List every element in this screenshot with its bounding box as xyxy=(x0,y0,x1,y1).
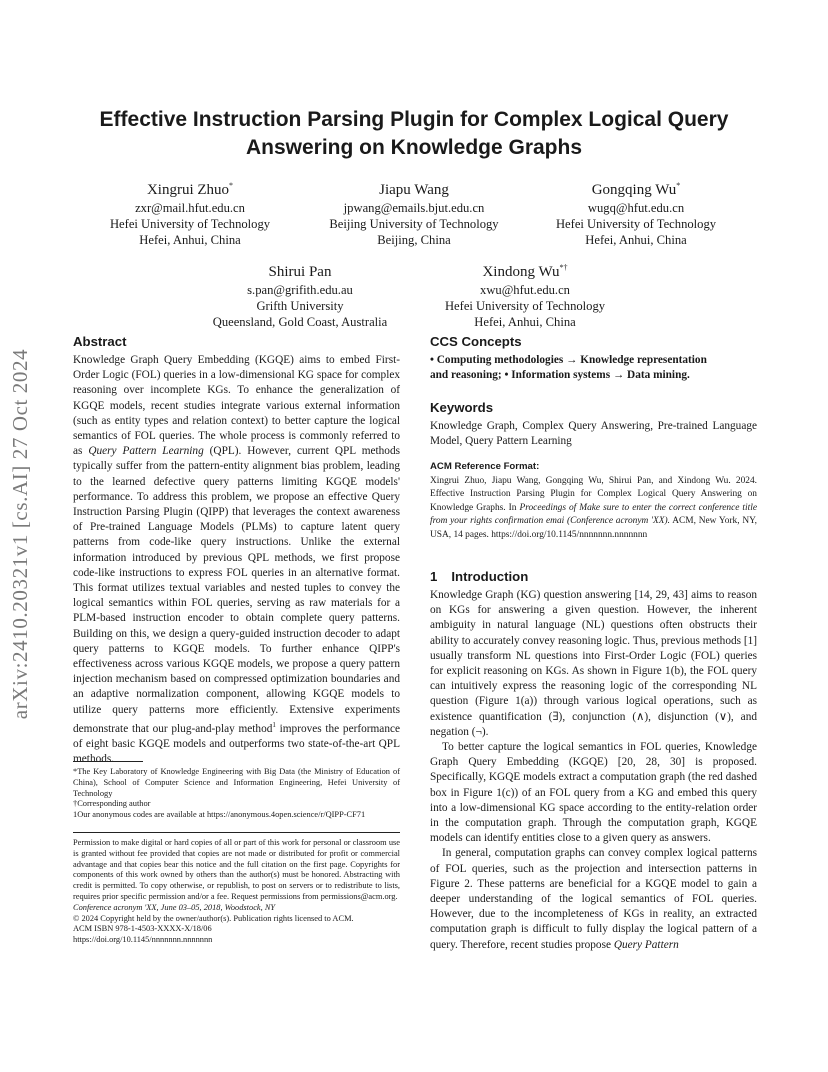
permission-text: Permission to make digital or hard copies of all or part of this work for personal or classroom use is granted without fee provided that copies are not made or distributed for profit or commercial advantage and that copies bear this notice and the full citation on the first page. Copyrights for components of this work owned by others than the author(s) must be honored. Abstracting with credit is permitted. To copy otherwise, or republish, to post on servers or to redistribute to lists, requires prior specific permission and/or a fee. Request permissions from permissions@acm.org. xyxy=(73,838,400,901)
author-name: Xindong Wu*† xyxy=(482,263,568,280)
permission-block xyxy=(73,838,400,946)
author-block xyxy=(540,176,732,248)
footnote: 1Our anonymous codes are available at https://anonymous.4open.science/r/QIPP-CF71 xyxy=(73,810,366,820)
author-block xyxy=(319,176,509,248)
footnotes xyxy=(73,767,400,821)
abstract-section xyxy=(73,333,400,767)
author-name: Jiapu Wang xyxy=(379,182,449,198)
acm-reference-heading: ACM Reference Format: xyxy=(430,461,540,472)
copyright-line: © 2024 Copyright held by the owner/author(s). Publication rights licensed to ACM. xyxy=(73,913,354,923)
paragraph: Knowledge Graph (KG) question answering [14, 29, 43] aims to reason on KGs for answering a given question. However, the inherent ambiguity in natural language (NL) questions often obstructs their ability to accurately convey reasoning logic. Thus, previous methods [1] usually transform NL questions into First-Order Logic (FOL) queries for explicit reasoning on KGs. As shown in Figure 1(b), the FOL query can intuitively express the reasoning logic of the corresponding NL question (Figure 1(a)) through various logical operations, such as existence quantification (∃), conjunction (∧), disjunction (∨), and negation (¬). xyxy=(430,589,758,738)
paper-title: Effective Instruction Parsing Plugin for Complex Logical Query Answering on Knowledge Graphs xyxy=(99,108,729,159)
footnote: *The Key Laboratory of Knowledge Engineering with Big Data (the Ministry of Education of China), School of Computer Science and Information Engineering, Hefei University of Technology xyxy=(73,767,400,798)
author-affiliation: Grifth University xyxy=(256,299,344,313)
arxiv-stamp: arXiv:2410.20321v1 [cs.AI] 27 Oct 2024 xyxy=(8,348,32,720)
author-location: Hefei, Anhui, China xyxy=(585,233,687,247)
author-affiliation: Hefei University of Technology xyxy=(109,217,271,231)
paragraph: To better capture the logical semantics in FOL queries, Knowledge Graph Query Embedding (KGQE) [20, 28, 30] is proposed. Specifically, KGQE models extract a computation graph (the red dashed box in Figure 1(c)) of an FOL query from a KG and embed this query into a low-dimensional KG space according to the entity-relation order in the computation graph. Through the computation graph, KGQE models can identify entities close to a given query as answers. xyxy=(430,741,757,845)
author-email: jpwang@emails.bjut.edu.cn xyxy=(343,201,485,215)
author-affiliation: Hefei University of Technology xyxy=(555,217,717,231)
author-email: wugq@hfut.edu.cn xyxy=(587,201,685,215)
author-name: Xingrui Zhuo* xyxy=(146,181,234,198)
ccs-section xyxy=(430,333,757,383)
author-email: xwu@hfut.edu.cn xyxy=(480,283,570,297)
author-block xyxy=(200,258,400,330)
author-location: Hefei, Anhui, China xyxy=(474,315,576,329)
author-name: Shirui Pan xyxy=(268,264,332,280)
acm-reference xyxy=(430,461,757,542)
isbn-line: ACM ISBN 978-1-4503-XXXX-X/18/06 xyxy=(73,924,212,934)
ccs-heading: CCS Concepts xyxy=(430,334,522,349)
author-location: Queensland, Gold Coast, Australia xyxy=(212,315,388,329)
ccs-text: • Computing methodologies → Knowledge representation and reasoning; • Information systems → Data mining. xyxy=(430,354,707,382)
author-email: zxr@mail.hfut.edu.cn xyxy=(135,201,245,215)
author-affiliation: Hefei University of Technology xyxy=(444,299,606,313)
author-name: Gongqing Wu* xyxy=(591,181,681,198)
permission-rule xyxy=(73,832,400,833)
abstract-heading: Abstract xyxy=(73,334,127,349)
keywords-section xyxy=(430,399,757,449)
introduction-section xyxy=(430,569,757,953)
footnote: †Corresponding author xyxy=(73,799,151,809)
footnote-rule xyxy=(73,761,143,762)
author-affiliation: Beijing University of Technology xyxy=(329,217,499,231)
author-block xyxy=(428,258,622,330)
abstract-text: Knowledge Graph Query Embedding (KGQE) aims to embed First-Order Logic (FOL) queries in a low-dimensional KG space for complex reasoning over incomplete KGs. To enhance the generalization of KGQE models, recent studies integrate various external information (such as entity types and relation context) to better capture the logical semantics of FOL queries. The whole process is commonly referred to as Query Pattern Learning (QPL). However, current QPL methods typically suffer from the pattern-entity alignment bias problem, leading to the learned defective query patterns limiting KGQE models' performance. To address this problem, we propose an effective Query Instruction Parsing Plugin (QIPP) that leverages the context awareness of Pre-trained Language Models (PLMs) to capture latent query patterns from code-like query instructions. Unlike the external information introduced by previous QPL methods, we first propose code-like instructions to express FOL queries in an alternative format. This format utilizes textual variables and nested tuples to convey the logical semantics within FOL queries, serving as raw materials for a PLM-based instruction encoder to obtain complete query patterns. Building on this, we design a query-guided instruction decoder to adapt query patterns to KGQE models. To further enhance QIPP's effectiveness across various KGQE models, we propose a query pattern injection mechanism based on compressed optimization boundaries and an adaptive normalization component, allowing KGQE models to utilize query patterns more efficiently. Extensive experiments demonstrate that our plug-and-play method$^1$ improves the performance of eight basic KGQE models and outperforms two state-of-the-art QPL methods. xyxy=(73,354,400,766)
conference-line: Conference acronym 'XX, June 03–05, 2018, Woodstock, NY xyxy=(73,902,276,912)
acm-reference-text: Xingrui Zhuo, Jiapu Wang, Gongqing Wu, Shirui Pan, and Xindong Wu. 2024. Effective Instruction Parsing Plugin for Complex Logical Query Answering on Knowledge Graphs. In Proceedings of Make sure to enter the correct conference title from your rights confirmation emai (Conference acronym 'XX). ACM, New York, NY, USA, 14 pages. https://doi.org/10.1145/nnnnnnn.nnnnnnn xyxy=(430,476,757,540)
author-location: Beijing, China xyxy=(377,233,451,247)
doi-line: https://doi.org/10.1145/nnnnnnn.nnnnnnn xyxy=(73,935,213,945)
introduction-heading: 1 Introduction xyxy=(430,569,529,584)
introduction-text xyxy=(430,588,757,953)
author-email: s.pan@grifith.edu.au xyxy=(247,283,353,297)
keywords-heading: Keywords xyxy=(430,400,494,415)
paragraph: In general, computation graphs can convey complex logical patterns of FOL queries, such as the projection and intersection patterns in Figure 2. These patterns are beneficial for a KGQE model to gain a deeper understanding of the logical semantics of FOL queries. However, due to the incompleteness of KGs in reality, an extracted computation graph is difficult to fully display the logical pattern of a query. Therefore, recent studies propose Query Pattern xyxy=(430,847,757,951)
keywords-text: Knowledge Graph, Complex Query Answering, Pre-trained Language Model, Query Pattern Learning xyxy=(430,420,757,448)
author-block xyxy=(96,176,284,248)
author-location: Hefei, Anhui, China xyxy=(139,233,241,247)
